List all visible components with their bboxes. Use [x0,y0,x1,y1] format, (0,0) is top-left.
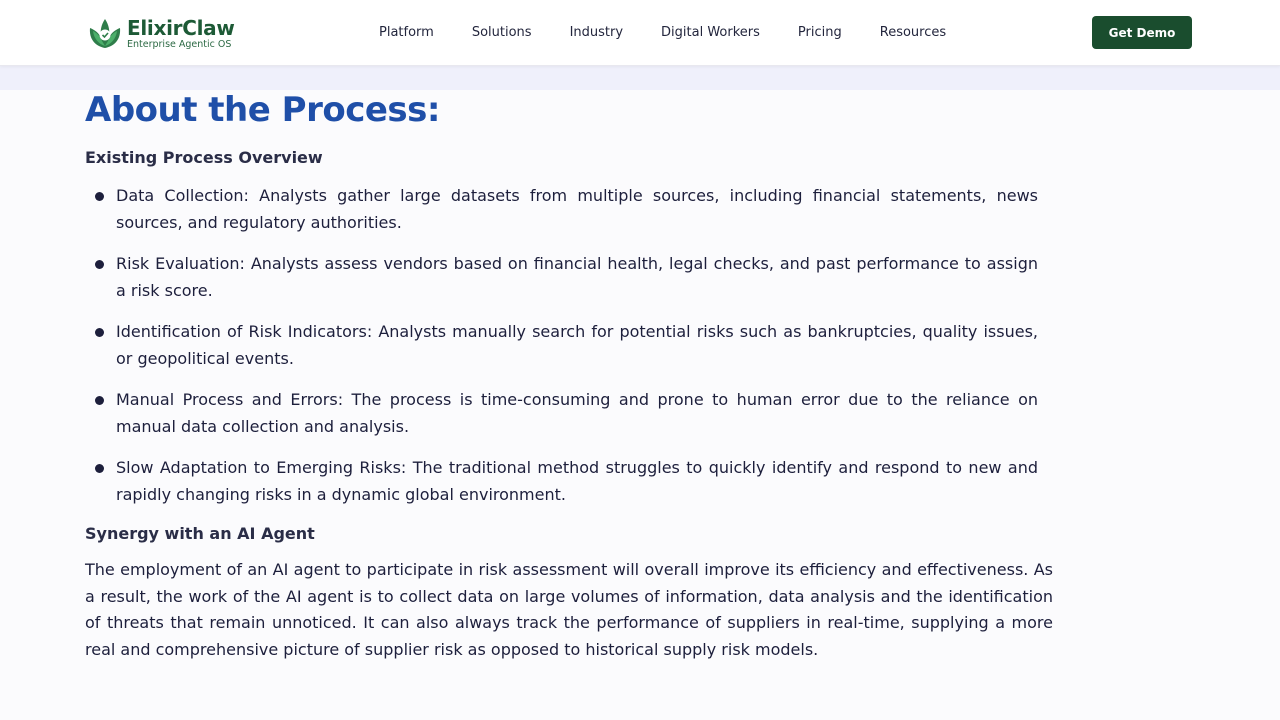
list-item: Data Collection: Analysts gather large datasets from multiple sources, including financial statements, news sources, and regulatory authorities. [85,183,1038,236]
header-band [0,66,1280,90]
existing-process-heading: Existing Process Overview [85,148,323,167]
list-item: Risk Evaluation: Analysts assess vendors based on financial health, legal checks, and past performance to assign a risk score. [85,251,1038,304]
list-item: Manual Process and Errors: The process is time-consuming and prone to human error due to the reliance on manual data collection and analysis. [85,387,1038,440]
logo-tagline: Enterprise Agentic OS [127,38,232,50]
logo-name: ElixirClaw [127,15,235,40]
site-header [0,0,1280,66]
nav-item-resources[interactable]: Resources [879,25,947,40]
synergy-heading: Synergy with an AI Agent [85,524,315,543]
nav-item-platform[interactable]: Platform [379,25,434,40]
nav-item-industry[interactable]: Industry [569,25,624,40]
process-list [85,183,1038,508]
list-item: Identification of Risk Indicators: Analysts manually search for potential risks such as bankruptcies, quality issues, or geopolitical events. [85,319,1038,372]
nav-item-pricing[interactable]: Pricing [797,25,842,40]
logo[interactable] [87,15,235,51]
nav-item-solutions[interactable]: Solutions [471,25,532,40]
page-title: About the Process: [85,90,440,130]
leaf-logo-icon [87,15,123,51]
get-demo-button[interactable]: Get Demo [1092,16,1192,49]
main-nav [379,23,946,43]
nav-item-digital-workers[interactable]: Digital Workers [661,25,760,40]
main-content [85,90,1053,663]
synergy-paragraph: The employment of an AI agent to participate in risk assessment will overall improve its efficiency and effectiveness. As a result, the work of the AI agent is to collect data on large volumes of information, data analysis and the identification of threats that remain unnoticed. It can also always track the performance of suppliers in real-time, supplying a more real and comprehensive picture of supplier risk as opposed to historical supply risk models. [85,560,1053,659]
list-item: Slow Adaptation to Emerging Risks: The traditional method struggles to quickly identify and respond to new and rapidly changing risks in a dynamic global environment. [85,455,1038,508]
